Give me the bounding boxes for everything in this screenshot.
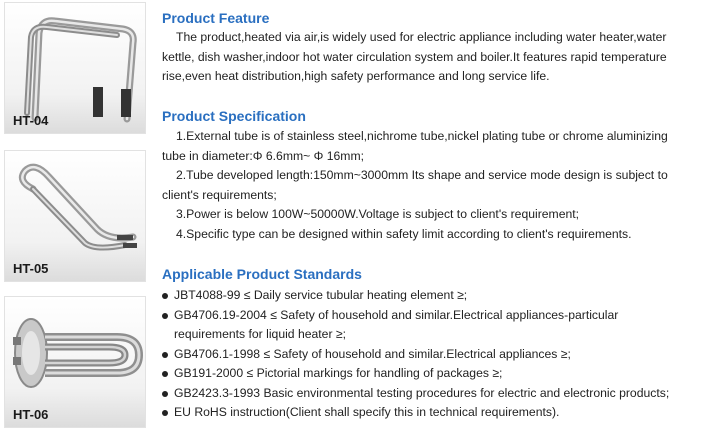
bullet-icon xyxy=(162,293,168,299)
bullet-icon xyxy=(162,352,168,358)
product-image-ht-06 xyxy=(4,296,146,428)
standard-item xyxy=(162,345,692,365)
standards-heading: Applicable Product Standards xyxy=(162,266,362,282)
spec-line: 3.Power is below 100W~50000W.Voltage is subject to client's requirement; xyxy=(176,207,580,221)
spec-line: 1.External tube is of stainless steel,nichrome tube,nickel plating tube or chrome aluminizing tube in diameter:Φ 6.6mm~ Φ 16mm; xyxy=(162,129,668,163)
product-code: HT-05 xyxy=(13,261,49,276)
feature-section xyxy=(162,28,690,87)
standard-item xyxy=(162,384,692,404)
feature-text: The product,heated via air,is widely used for electric appliance including water heater,water kettle, dish washer,indoor hot water circulation system and boiler.It features rapid temperature rise,even heat distribution,high safety performance and long service life. xyxy=(162,30,667,83)
standard-text: GB4706.19-2004 ≤ Safety of household and similar.Electrical appliances-particular requirements for liquid heater ≥; xyxy=(174,307,619,341)
standard-text: GB191-2000 ≤ Pictorial markings for handling of packages ≥; xyxy=(174,366,503,380)
product-code: HT-06 xyxy=(13,407,49,422)
product-image-ht-05 xyxy=(4,150,146,282)
bullet-icon xyxy=(162,410,168,416)
specification-section xyxy=(162,127,690,244)
standard-item xyxy=(162,286,692,306)
standard-item xyxy=(162,403,692,423)
standard-text: JBT4088-99 ≤ Daily service tubular heating element ≥; xyxy=(174,288,468,302)
standard-text: GB4706.1-1998 ≤ Safety of household and similar.Electrical appliances ≥; xyxy=(174,346,571,361)
product-image-ht-04 xyxy=(4,2,146,134)
product-code: HT-04 xyxy=(13,113,49,128)
spec-line: 4.Specific type can be designed within safety limit according to client's requirements. xyxy=(176,226,632,241)
bullet-icon xyxy=(162,371,168,377)
bullet-icon xyxy=(162,313,168,319)
feature-heading: Product Feature xyxy=(162,10,270,26)
standards-list xyxy=(162,286,692,423)
specification-heading: Product Specification xyxy=(162,108,306,124)
spec-line: 2.Tube developed length:150mm~3000mm Its shape and service mode design is subject to client's requirements; xyxy=(162,168,668,202)
standard-item xyxy=(162,364,692,384)
standard-item xyxy=(162,306,692,345)
standard-text: GB2423.3-1993 Basic environmental testing procedures for electric and electronic products; xyxy=(174,385,670,400)
bullet-icon xyxy=(162,391,168,397)
standard-text: EU RoHS instruction(Client shall specify this in technical requirements). xyxy=(174,405,560,419)
